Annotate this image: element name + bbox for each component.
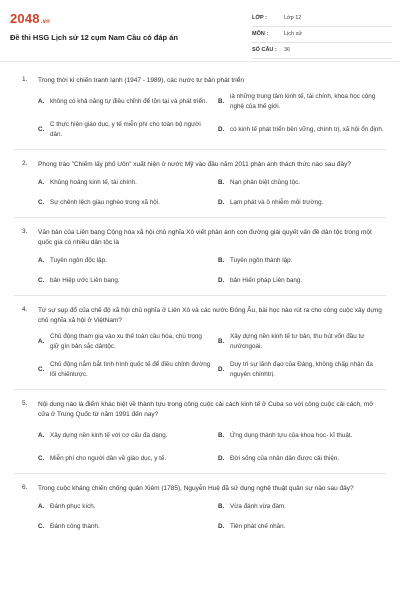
option-letter: A.: [38, 503, 45, 510]
question-number: 5.: [22, 400, 28, 407]
option-letter: D.: [218, 366, 225, 373]
answer-options: [38, 253, 386, 287]
option-letter: D.: [218, 455, 225, 462]
option-text: Khủng hoảng kinh tế, tài chính.: [50, 179, 137, 186]
meta-label: MÔN :: [252, 31, 269, 37]
exam-meta-table: [252, 11, 392, 59]
answer-options: [38, 175, 386, 209]
question-divider: [14, 473, 386, 474]
option-text: Xây dựng nền kinh tế tư bản, thu hút vốn đầu tư nướcngoài.: [230, 333, 365, 350]
option-letter: A.: [38, 432, 45, 439]
question-number: 2.: [22, 160, 28, 167]
meta-label: LỚP :: [252, 15, 267, 21]
option-text: có kinh tế phát triển bền vững, chính trị, xã hội ổn định.: [230, 126, 384, 133]
question-number: 3.: [22, 228, 28, 235]
option-letter: A.: [38, 179, 45, 186]
option-text: không có khả năng tự điều chỉnh để tồn tại và phát triển.: [50, 98, 208, 105]
question-item: [0, 306, 400, 381]
answer-option-b[interactable]: [218, 91, 388, 113]
answer-option-a[interactable]: [38, 425, 212, 447]
option-letter: C.: [38, 126, 45, 133]
meta-value: Lịch sử: [284, 31, 303, 37]
option-letter: B.: [218, 179, 225, 186]
answer-option-d[interactable]: [218, 197, 388, 209]
question-stem: Phong trào "Chiếm lấy phố Uôn" xuất hiện ở nước Mỹ vào đầu năm 2011 phản ánh thách thức nào sau đây?: [38, 161, 351, 168]
question-item: [0, 76, 400, 141]
option-text: Tuyên ngôn thành lập.: [230, 257, 293, 264]
question-divider: [14, 217, 386, 218]
option-text: Ứng dụng thành tựu của khoa học- kĩ thuật.: [230, 432, 353, 439]
option-text: Lạm phát và ô nhiễm môi trường.: [230, 199, 324, 206]
logo-suffix-text: .vn: [40, 19, 51, 25]
option-text: C thực hiện giáo dục, y tế miễn phí cho toàn bộ người dân.: [50, 121, 201, 138]
question-item: [0, 160, 400, 209]
question-stem: Trong cuộc kháng chiến chống quân Xiêm (1785), Nguyễn Huệ đã sử dụng nghệ thuật quân sự nào sau đây?: [38, 485, 354, 492]
question-list: [0, 76, 400, 533]
exam-title: Đề thi HSG Lịch sử 12 cụm Nam Cầu có đáp án: [10, 33, 178, 42]
answer-option-a[interactable]: [38, 331, 212, 353]
option-letter: A.: [38, 338, 45, 345]
option-letter: B.: [218, 338, 225, 345]
option-letter: D.: [218, 523, 225, 530]
option-text: Chủ động tham gia vào xu thế toàn cầu hóa, chú trọng giữ gìn bản sắc dântộc.: [50, 333, 202, 350]
question-item: [0, 400, 400, 465]
site-logo[interactable]: [10, 11, 50, 26]
answer-option-c[interactable]: [38, 119, 212, 141]
answer-option-c[interactable]: [38, 359, 212, 381]
option-letter: C.: [38, 199, 45, 206]
page-header: [0, 0, 400, 62]
question-number: 6.: [22, 484, 28, 491]
option-text: Đánh phục kích.: [50, 503, 96, 510]
answer-option-b[interactable]: [218, 425, 388, 447]
answer-options: [38, 499, 386, 533]
option-letter: B.: [218, 503, 225, 510]
question-item: [0, 484, 400, 533]
option-letter: D.: [218, 199, 225, 206]
logo-main-text: 2048: [10, 11, 40, 26]
answer-option-d[interactable]: [218, 521, 388, 533]
answer-options: [38, 425, 386, 465]
answer-option-a[interactable]: [38, 91, 212, 113]
answer-option-b[interactable]: [218, 255, 388, 267]
option-letter: C.: [38, 277, 45, 284]
option-letter: B.: [218, 257, 225, 264]
question-divider: [14, 149, 386, 150]
answer-option-b[interactable]: [218, 177, 388, 189]
answer-option-a[interactable]: [38, 501, 212, 513]
question-number: 4.: [22, 306, 28, 313]
option-letter: C.: [38, 366, 45, 373]
meta-row-class: [252, 11, 392, 27]
answer-option-d[interactable]: [218, 275, 388, 287]
option-text: bản Hiệp ước Liên bang.: [50, 277, 120, 284]
option-text: Xây dựng nền kinh tế với cơ cấu đa dạng.: [50, 432, 168, 439]
answer-option-c[interactable]: [38, 197, 212, 209]
answer-option-a[interactable]: [38, 255, 212, 267]
option-text: Sự chênh lệch giàu nghèo trong xã hội.: [50, 199, 160, 206]
option-text: Tiên phát chế nhân.: [230, 523, 286, 530]
option-letter: D.: [218, 126, 225, 133]
option-text: là những trung tâm kinh tế, tài chính, khoa học công nghệ của thế giới.: [230, 93, 376, 110]
answer-option-d[interactable]: [218, 359, 388, 381]
meta-label: SỐ CÂU :: [252, 47, 277, 53]
option-letter: D.: [218, 277, 225, 284]
answer-option-d[interactable]: [218, 453, 388, 465]
answer-option-c[interactable]: [38, 275, 212, 287]
question-divider: [14, 295, 386, 296]
answer-option-d[interactable]: [218, 119, 388, 141]
question-item: [0, 228, 400, 287]
answer-option-b[interactable]: [218, 331, 388, 353]
answer-option-a[interactable]: [38, 177, 212, 189]
option-text: Miễn phí cho người dân về giáo dục, y tế.: [50, 455, 167, 462]
meta-row-subject: [252, 27, 392, 43]
answer-options: [38, 91, 386, 141]
answer-option-c[interactable]: [38, 453, 212, 465]
option-text: Đánh công thành.: [50, 523, 100, 530]
option-letter: B.: [218, 432, 225, 439]
question-stem: Trong thời kì chiến tranh lạnh (1947 - 1989), các nước tư bản phát triển: [38, 77, 244, 84]
option-letter: C.: [38, 455, 45, 462]
question-stem: Từ sự sụp đổ của chế độ xã hội chủ nghĩa ở Liên Xô và các nước Đông Âu, bài học nào rút ra cho công cuộc xây dựng chủ nghĩa xã hội ở ViệtNam?: [38, 307, 382, 324]
question-stem: Nội dung nào là điểm khác biệt về thành tựu trong công cuộc cải cách kinh tế ở Cuba so với công cuộc cải cách, mở cửa ở Trung Quốc từ năm 1991 đến nay?: [38, 401, 374, 418]
meta-value: 36: [284, 47, 291, 53]
option-text: Vừa đánh vừa đàm.: [230, 503, 287, 510]
question-divider: [14, 389, 386, 390]
option-text: Nạn phân biệt chủng tộc.: [230, 179, 301, 186]
meta-value: Lớp 12: [284, 15, 302, 21]
option-letter: B.: [218, 98, 225, 105]
option-text: bản Hiến pháp Liên bang.: [230, 277, 303, 284]
meta-row-question-count: [252, 43, 392, 59]
option-text: Tuyên ngôn độc lập.: [50, 257, 107, 264]
answer-option-c[interactable]: [38, 521, 212, 533]
answer-option-b[interactable]: [218, 501, 388, 513]
question-stem: Văn bản của Liên bang Cộng hòa xã hội chủ nghĩa Xô viết phản ánh con đường giải quyết vấn đề dân tộc trong một quốc gia có nhiều dân tộc là: [38, 229, 372, 246]
option-letter: C.: [38, 523, 45, 530]
option-letter: A.: [38, 257, 45, 264]
option-text: Duy trì sự lãnh đạo của Đảng, không chấp nhận đa nguyên chínhtrị.: [230, 361, 373, 378]
answer-options: [38, 331, 386, 381]
option-text: Đời sống của nhân dân được cải thiện.: [230, 455, 340, 462]
option-letter: A.: [38, 98, 45, 105]
option-text: Chủ động nắm bắt tình hình quốc tế để điều chỉnh đường lối chiếnlược.: [50, 361, 211, 378]
question-number: 1.: [22, 76, 28, 83]
